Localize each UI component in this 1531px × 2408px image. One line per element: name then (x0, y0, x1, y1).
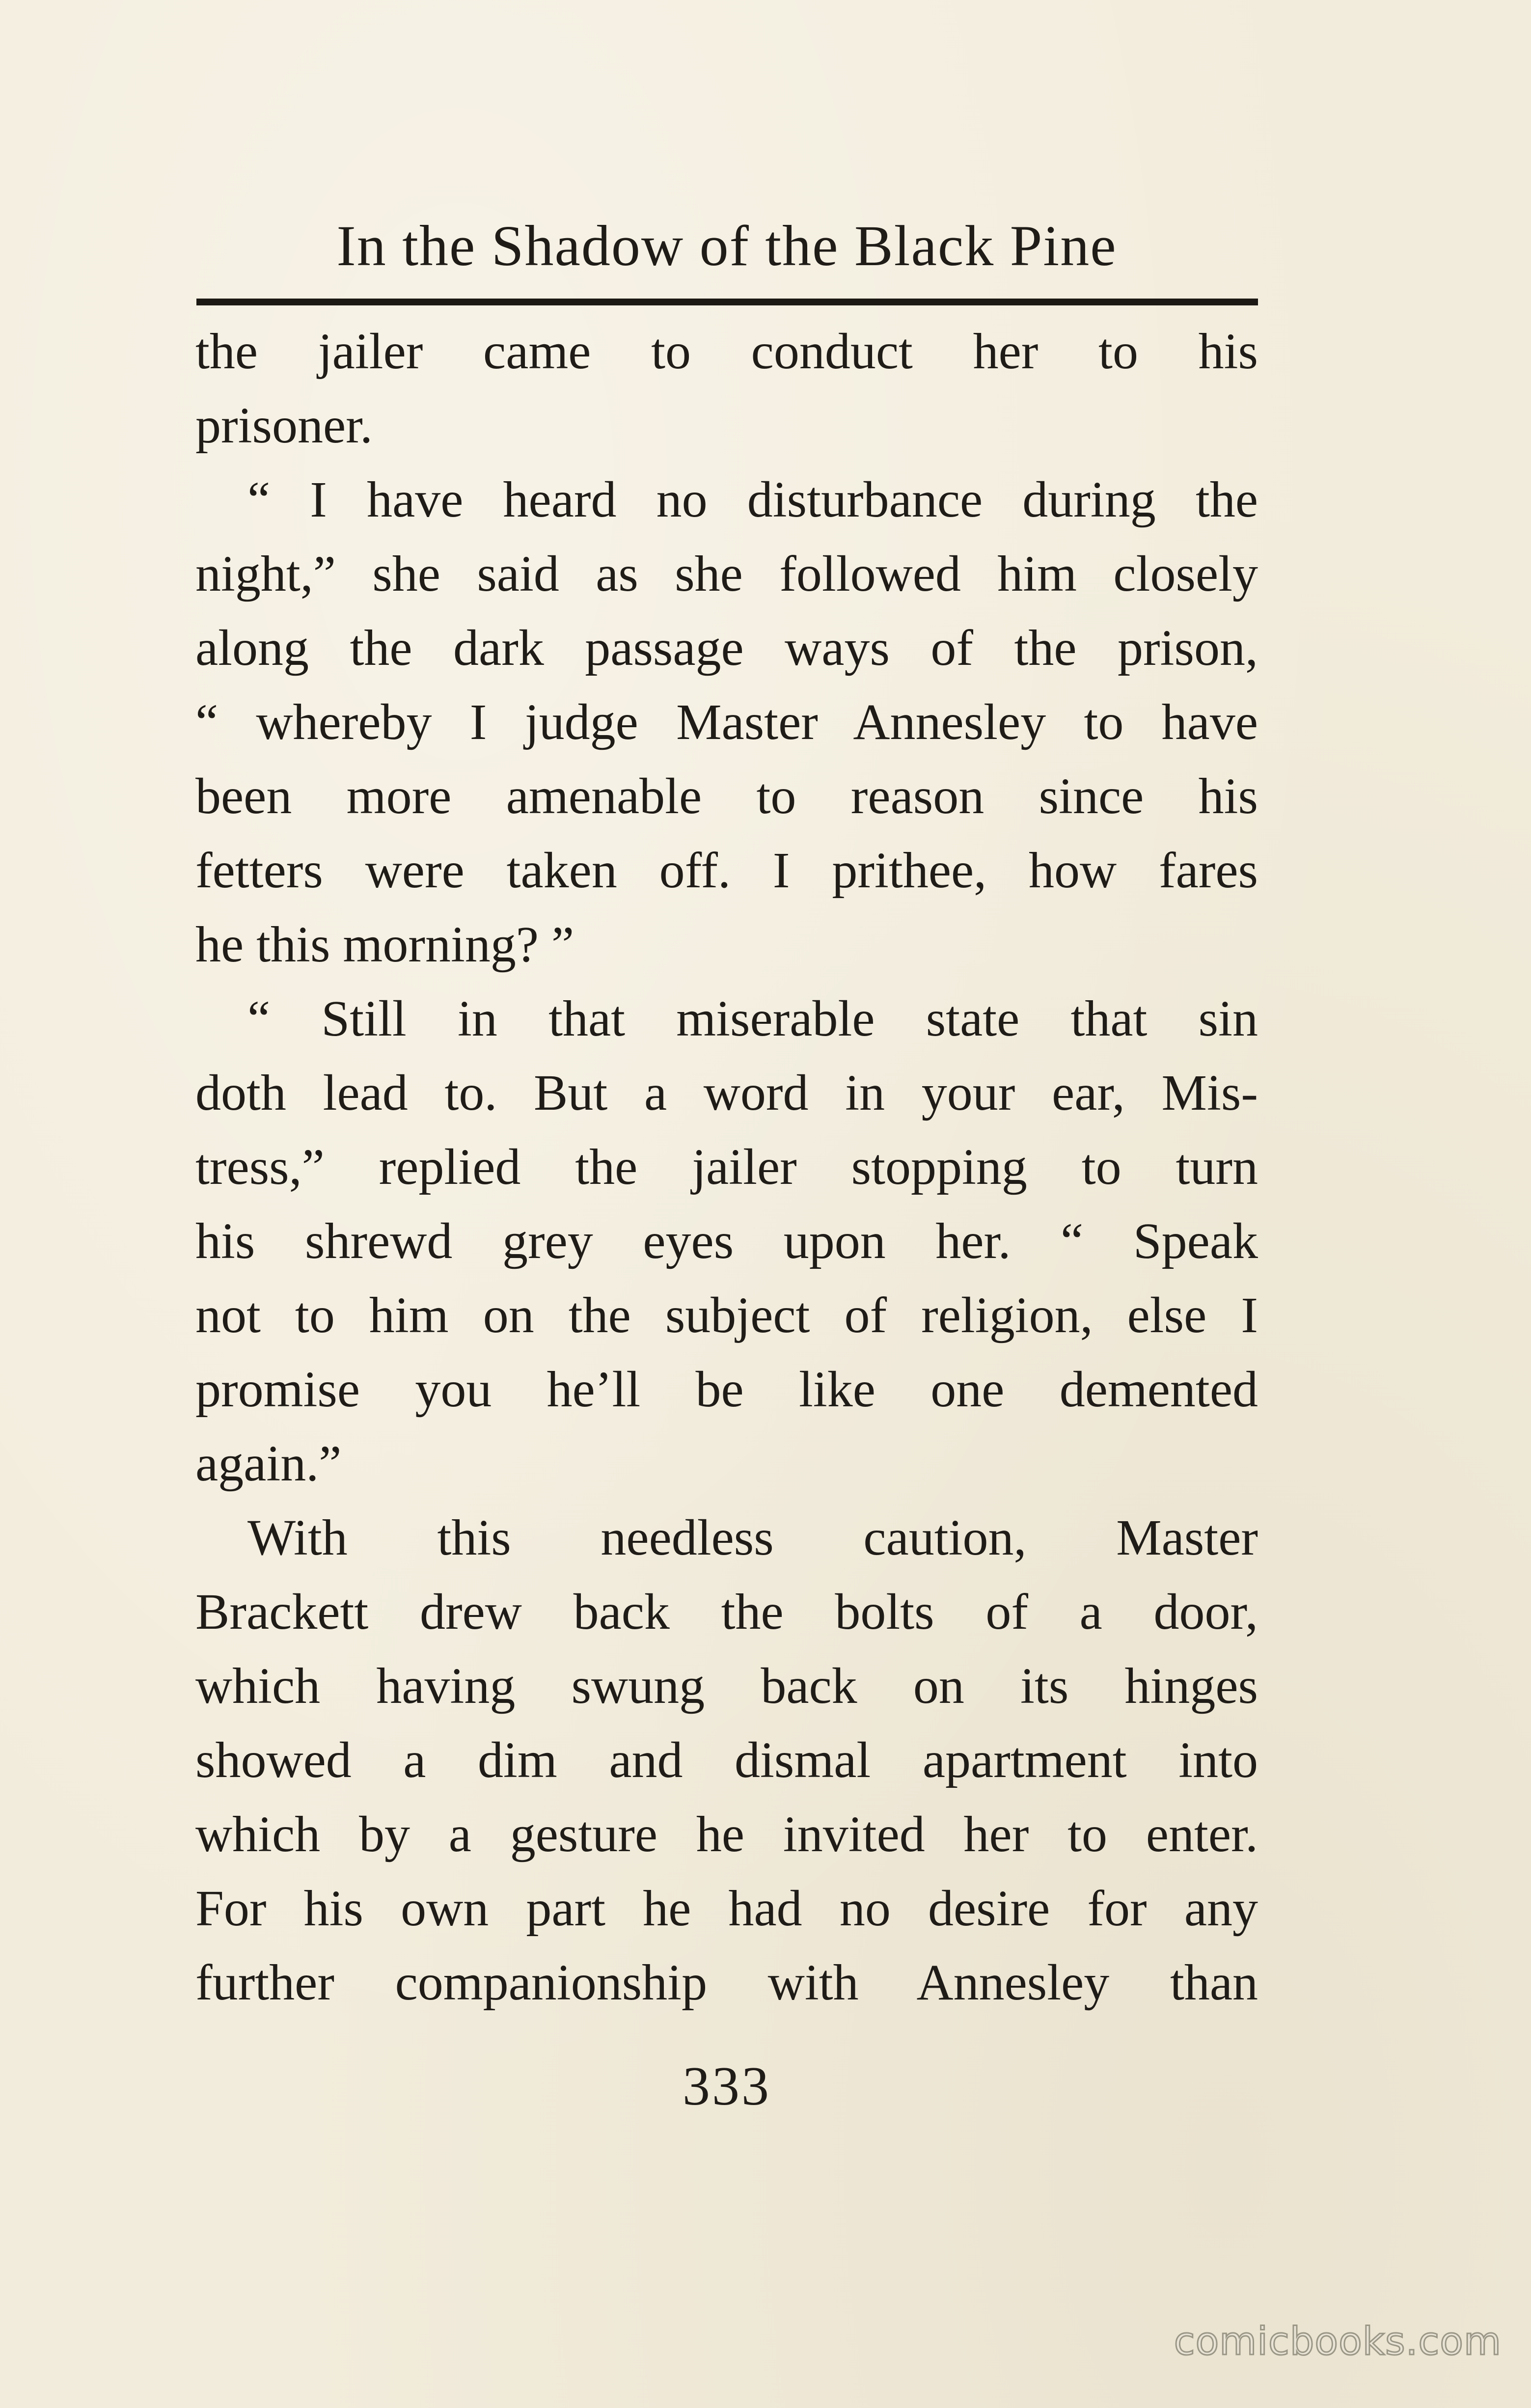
text-line: tress,” replied the jailer stopping to turn (195, 1139, 1258, 1195)
text-line: been more amenable to reason since his (195, 768, 1258, 824)
header-rule (196, 299, 1258, 305)
text-line: For his own part he had no desire for any (195, 1880, 1258, 1937)
text-line: Brackett drew back the bolts of a door, (195, 1584, 1258, 1640)
text-line: he this morning? ” (195, 916, 574, 973)
text-line: fetters were taken off. I prithee, how fares (195, 842, 1258, 899)
text-line: his shrewd grey eyes upon her. “ Speak (195, 1213, 1258, 1269)
text-line: which by a gesture he invited her to enter. (195, 1806, 1258, 1862)
text-line: which having swung back on its hinges (195, 1658, 1258, 1714)
text-line: doth lead to. But a word in your ear, Mis- (195, 1065, 1258, 1121)
text-line: “ Still in that miserable state that sin (247, 990, 1258, 1047)
text-line: the jailer came to conduct her to his (195, 323, 1258, 380)
text-line: along the dark passage ways of the prison, (195, 620, 1258, 676)
text-line: night,” she said as she followed him closely (195, 546, 1258, 602)
page-number: 333 (683, 2056, 771, 2117)
text-line: not to him on the subject of religion, else I (195, 1287, 1258, 1343)
text-line: further companionship with Annesley than (195, 1954, 1258, 2011)
text-line: With this needless caution, Master (247, 1509, 1258, 1566)
text-line: prisoner. (195, 397, 373, 454)
text-line: again.” (195, 1435, 342, 1492)
text-line: promise you he’ll be like one demented (195, 1361, 1258, 1418)
running-header: In the Shadow of the Black Pine (336, 214, 1117, 278)
body-text (195, 314, 1258, 2020)
text-line: showed a dim and dismal apartment into (195, 1732, 1258, 1788)
text-line: “ whereby I judge Master Annesley to have (195, 694, 1258, 750)
watermark-logo: comicbooks.com (1174, 2320, 1502, 2364)
text-line: “ I have heard no disturbance during the (247, 471, 1258, 528)
